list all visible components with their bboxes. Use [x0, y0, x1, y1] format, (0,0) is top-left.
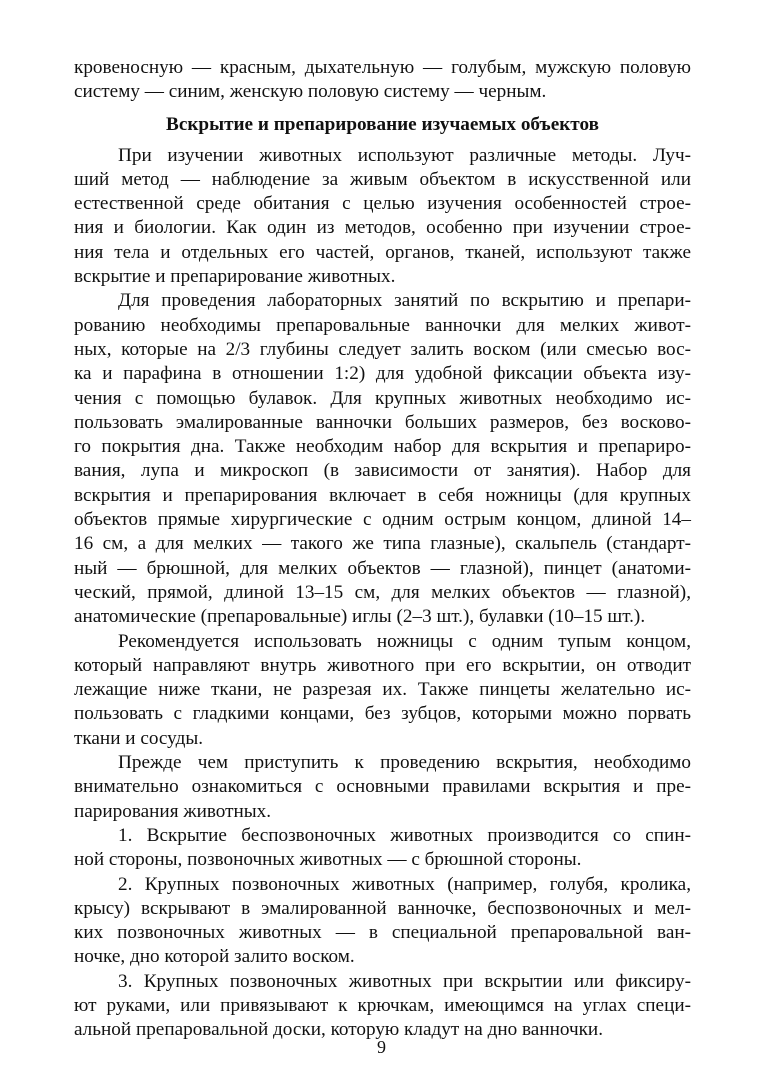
- paragraph-line: пользовать эмалированные ванночки больших размеров, без восково-: [74, 411, 691, 433]
- paragraph-line: внимательно ознакомиться с основными правилами вскрытия и пре-: [74, 776, 691, 798]
- paragraph-line: объектов прямые хирургические с одним острым концом, длиной 14–: [74, 509, 691, 531]
- paragraph-line: ных, которые на 2/3 глубины следует залить воском (или смесью вос-: [74, 338, 691, 360]
- paragraph-line: ной стороны, позвоночных животных — с брюшной стороны.: [74, 849, 582, 871]
- paragraph-line: вания, лупа и микроскоп (в зависимости от занятия). Набор для: [74, 460, 691, 482]
- paragraph-line: который направляют внутрь животного при его вскрытии, он отводит: [74, 654, 691, 676]
- paragraph-line: Для проведения лабораторных занятий по вскрытию и препари-: [118, 290, 691, 312]
- paragraph-line: ют руками, или привязывают к крючкам, имеющимся на углах специ-: [74, 994, 691, 1016]
- paragraph-line: 3. Крупных позвоночных животных при вскрытии или фиксиру-: [118, 970, 691, 992]
- paragraph-line: вскрытия и препарирования включает в себя ножницы (для крупных: [74, 484, 691, 506]
- paragraph-line: ческий, прямой, длиной 13–15 см, для мелких объектов — глазной),: [74, 581, 691, 603]
- paragraph-line: ткани и сосуды.: [74, 727, 204, 749]
- paragraph-line: естественной среде обитания с целью изучения особенностей строе-: [74, 193, 691, 215]
- paragraph-line: Прежде чем приступить к проведению вскрытия, необходимо: [118, 752, 691, 774]
- paragraph-line: ночке, дно которой залито воском.: [74, 946, 355, 968]
- paragraph-line: Рекомендуется использовать ножницы с одним тупым концом,: [118, 630, 691, 652]
- intro-line: кровеносную — красным, дыхательную — голубым, мужскую половую: [74, 57, 691, 78]
- paragraph-line: пользовать с гладкими концами, без зубцов, которыми можно порвать: [74, 703, 691, 725]
- paragraph-line: лежащие ниже ткани, не разрезая их. Также пинцеты желательно ис-: [74, 679, 691, 701]
- paragraph-line: альной препаровальной доски, которую кладут на дно ванночки.: [74, 1019, 603, 1041]
- paragraph-line: ких позвоночных животных — в специальной препаровальной ван-: [74, 922, 691, 944]
- paragraph-line: рованию необходимы препаровальные ванночки для мелких живот-: [74, 314, 691, 336]
- paragraph-line: парирования животных.: [74, 800, 272, 822]
- paragraph-line: вскрытие и препарирование животных.: [74, 266, 396, 288]
- paragraph-line: ка и парафина в отношении 1:2) для удобной фиксации объекта изу-: [74, 363, 691, 385]
- body-text: [74, 144, 691, 1043]
- paragraph-line: ший метод — наблюдение за живым объектом в искусственной или: [74, 168, 691, 190]
- page-number: 9: [377, 1037, 386, 1057]
- paragraph-line: 2. Крупных позвоночных животных (например, голубя, кролика,: [118, 873, 691, 895]
- paragraph-line: анатомические (препаровальные) иглы (2–3 шт.), булавки (10–15 шт.).: [74, 606, 646, 628]
- paragraph-line: ния и биологии. Как один из методов, особенно при изучении строе-: [74, 217, 691, 239]
- paragraph-line: 16 см, а для мелких — такого же типа глазные), скальпель (стандарт-: [74, 533, 691, 555]
- paragraph-line: чения с помощью булавок. Для крупных животных необходимо ис-: [74, 387, 691, 409]
- paragraph-line: ный — брюшной, для мелких объектов — глазной), пинцет (анатоми-: [74, 557, 691, 579]
- paragraph-line: 1. Вскрытие беспозвоночных животных производится со спин-: [118, 824, 691, 846]
- paragraph-line: го покрытия дна. Также необходим набор для вскрытия и препариро-: [74, 436, 691, 458]
- paragraph-line: крысу) вскрывают в эмалированной ванночке, беспозвоночных и мел-: [74, 897, 691, 919]
- document-page: [74, 56, 691, 1043]
- paragraph-line: При изучении животных используют различные методы. Луч-: [118, 144, 691, 166]
- section-heading: Вскрытие и препарирование изучаемых объектов: [166, 113, 599, 135]
- intro-line: систему — синим, женскую половую систему — черным.: [74, 81, 547, 103]
- paragraph-line: ния тела и отдельных его частей, органов, тканей, используют также: [74, 241, 691, 263]
